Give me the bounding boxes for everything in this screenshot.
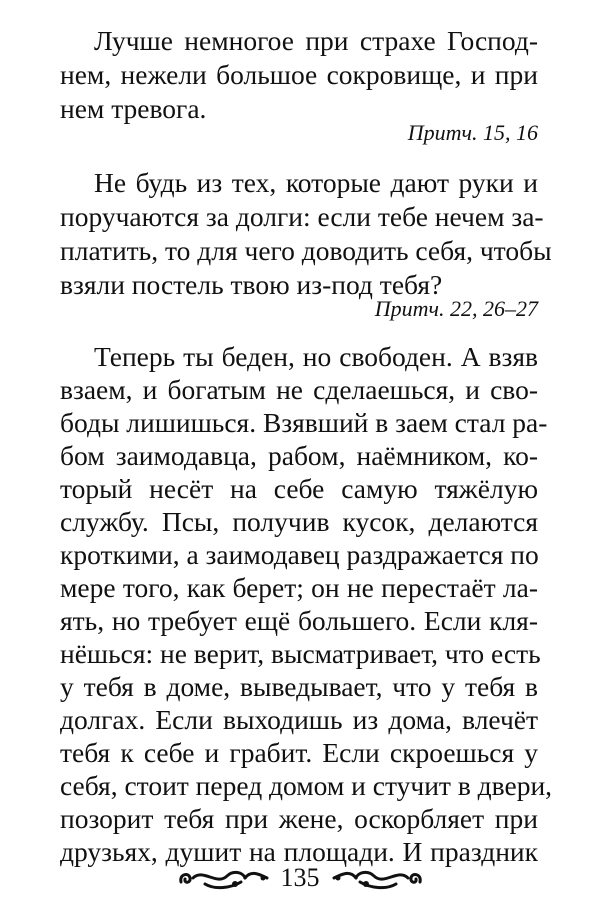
- text-line: кроткими, а заимодавец раздражается по: [60, 539, 539, 570]
- text-line: ять, но требует ещё большего. Если кля-: [60, 605, 538, 636]
- text-line: тебя к себе и грабит. Если скроешься у: [60, 737, 538, 768]
- text-line: нем тревога.: [60, 93, 207, 124]
- text-line: позорит тебя при жене, оскорбляет при: [60, 803, 538, 834]
- text-line: друзьях, душит на площади. И праздник: [60, 836, 538, 867]
- page-number: 135: [280, 863, 320, 892]
- text-line: службу. Псы, получив кусок, делаются: [60, 506, 538, 537]
- text-line: боды лишишься. Взявший в заем стал ра-: [60, 407, 548, 438]
- page-footer: [0, 858, 600, 898]
- text-line: бом заимодавца, рабом, наёмником, ко-: [60, 440, 538, 471]
- text-line: нёшься: не верит, высматривает, что есть: [60, 638, 541, 669]
- text-line: нем, нежели большое сокровище, и при: [60, 59, 538, 90]
- text-line: у тебя в доме, выведывает, что у тебя в: [60, 671, 538, 702]
- text-line: Лучше немногое при страхе Господ-: [94, 25, 538, 56]
- text-line: поручаются за долги: если тебе нечем за-: [60, 201, 544, 232]
- text-line: платить, то для чего доводить себя, чтобы: [60, 235, 552, 266]
- flourish-ornament-right-icon: [330, 864, 426, 892]
- text-line: взяли постель твою из-под тебя?: [60, 269, 443, 300]
- text-line: мере того, как берет; он не перестаёт ла-: [60, 572, 538, 603]
- text-line: Не будь из тех, которые дают руки и: [94, 167, 538, 198]
- text-line: себя, стоит перед домом и стучит в двери,: [60, 770, 553, 801]
- text-line: торый несёт на себе самую тяжёлую: [60, 473, 538, 504]
- scripture-reference: Притч. 15, 16: [407, 120, 538, 145]
- text-line: Теперь ты беден, но свободен. А взяв: [94, 341, 538, 372]
- text-line: взаем, и богатым не сделаешься, и сво-: [60, 374, 538, 405]
- text-line: долгах. Если выходишь из дома, влечёт: [60, 704, 538, 735]
- scripture-reference: Притч. 22, 26–27: [374, 296, 538, 321]
- flourish-ornament-left-icon: [175, 864, 271, 892]
